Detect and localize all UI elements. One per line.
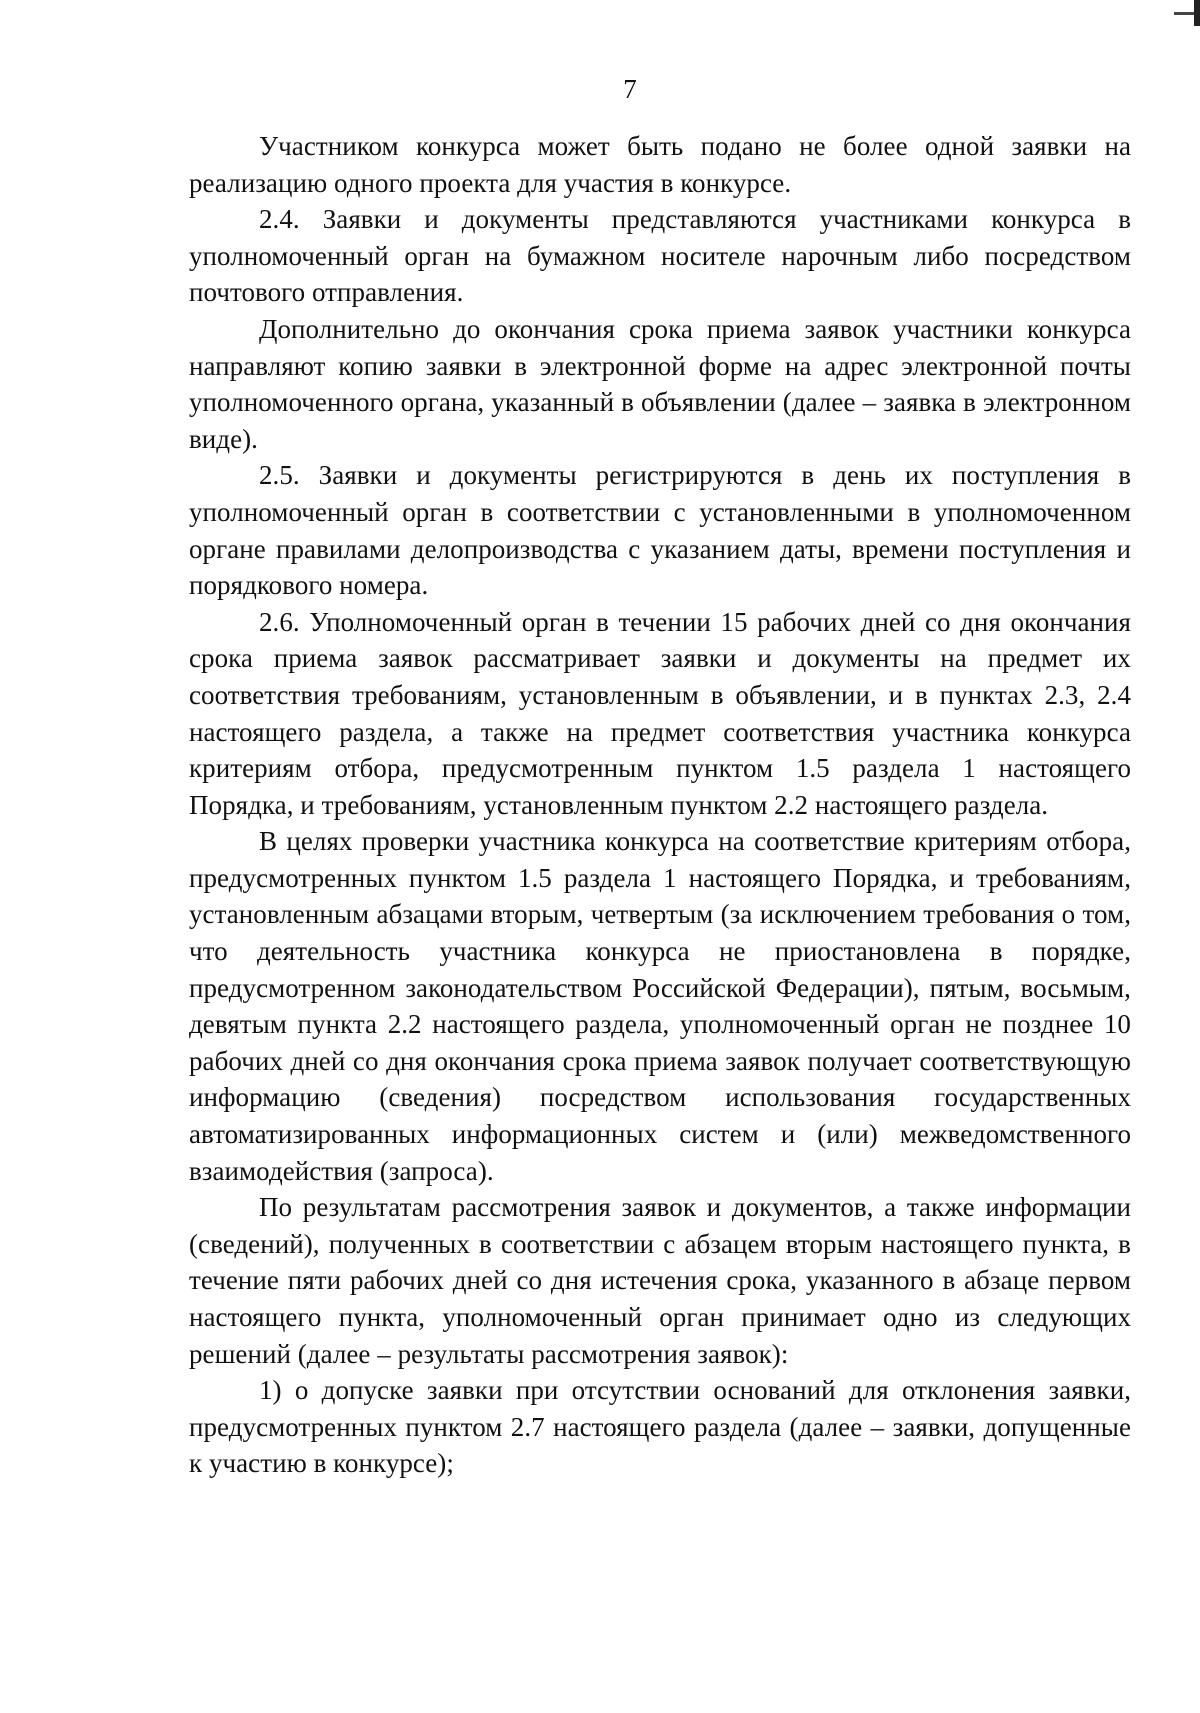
paragraph: По результатам рассмотрения заявок и документов, а также информации (сведений), полученных в соответствии с абзацем вторым настоящего пункта, в течение пяти рабочих дней со дня истечения срока, указанного в абзаце первом настоящего пункта, уполномоченный орган принимает одно из следующих решений (далее – результаты рассмотрения заявок):	[189, 1192, 1131, 1369]
paragraph: Дополнительно до окончания срока приема заявок участники конкурса направляют копию заявки в электронной форме на адрес электронной почты уполномоченного органа, указанный в объявлении (далее – заявка в электронном виде).	[189, 313, 1131, 454]
paragraph-2-4: 2.4. Заявки и документы представляются участниками конкурса в уполномоченный орган на бумажном носителе нарочным либо посредством почтового отправления.	[189, 204, 1131, 308]
paragraph: В целях проверки участника конкурса на соответствие критериям отбора, предусмотренных пунктом 1.5 раздела 1 настоящего Порядка, и требованиям, установленным абзацами вторым, четвертым (за исключением требования о том, что деятельность участника конкурса не приостановлена в порядке, предусмотренном законодательством Российской Федерации), пятым, восьмым, девятым пункта 2.2 настоящего раздела, уполномоченный орган не позднее 10 рабочих дней со дня окончания срока приема заявок получает соответствующую информацию (сведения) посредством использования государственных автоматизированных информационных систем и (или) межведомственного взаимодействия (запроса).	[189, 826, 1131, 1186]
document-body	[189, 128, 1131, 1482]
list-item-1: 1) о допуске заявки при отсутствии оснований для отклонения заявки, предусмотренных пунктом 2.7 настоящего раздела (далее – заявки, допущенные к участию в конкурсе);	[189, 1375, 1131, 1479]
paragraph-2-6: 2.6. Уполномоченный орган в течении 15 рабочих дней со дня окончания срока приема заявок рассматривает заявки и документы на предмет их соответствия требованиям, установленным в объявлении, и в пунктах 2.3, 2.4 настоящего раздела, а также на предмет соответствия участника конкурса критериям отбора, предусмотренным пунктом 1.5 раздела 1 настоящего Порядка, и требованиям, установленным пунктом 2.2 настоящего раздела.	[189, 606, 1131, 820]
page-number: 7	[623, 74, 637, 104]
paragraph-2-5: 2.5. Заявки и документы регистрируются в день их поступления в уполномоченный орган в соответствии с установленными в уполномоченном органе правилами делопроизводства с указанием даты, времени поступления и порядкового номера.	[189, 460, 1131, 601]
paragraph: Участником конкурса может быть подано не более одной заявки на реализацию одного проекта для участия в конкурсе.	[189, 131, 1131, 198]
scan-corner-mark-line	[1174, 12, 1194, 15]
scan-corner-mark	[1194, 0, 1200, 26]
